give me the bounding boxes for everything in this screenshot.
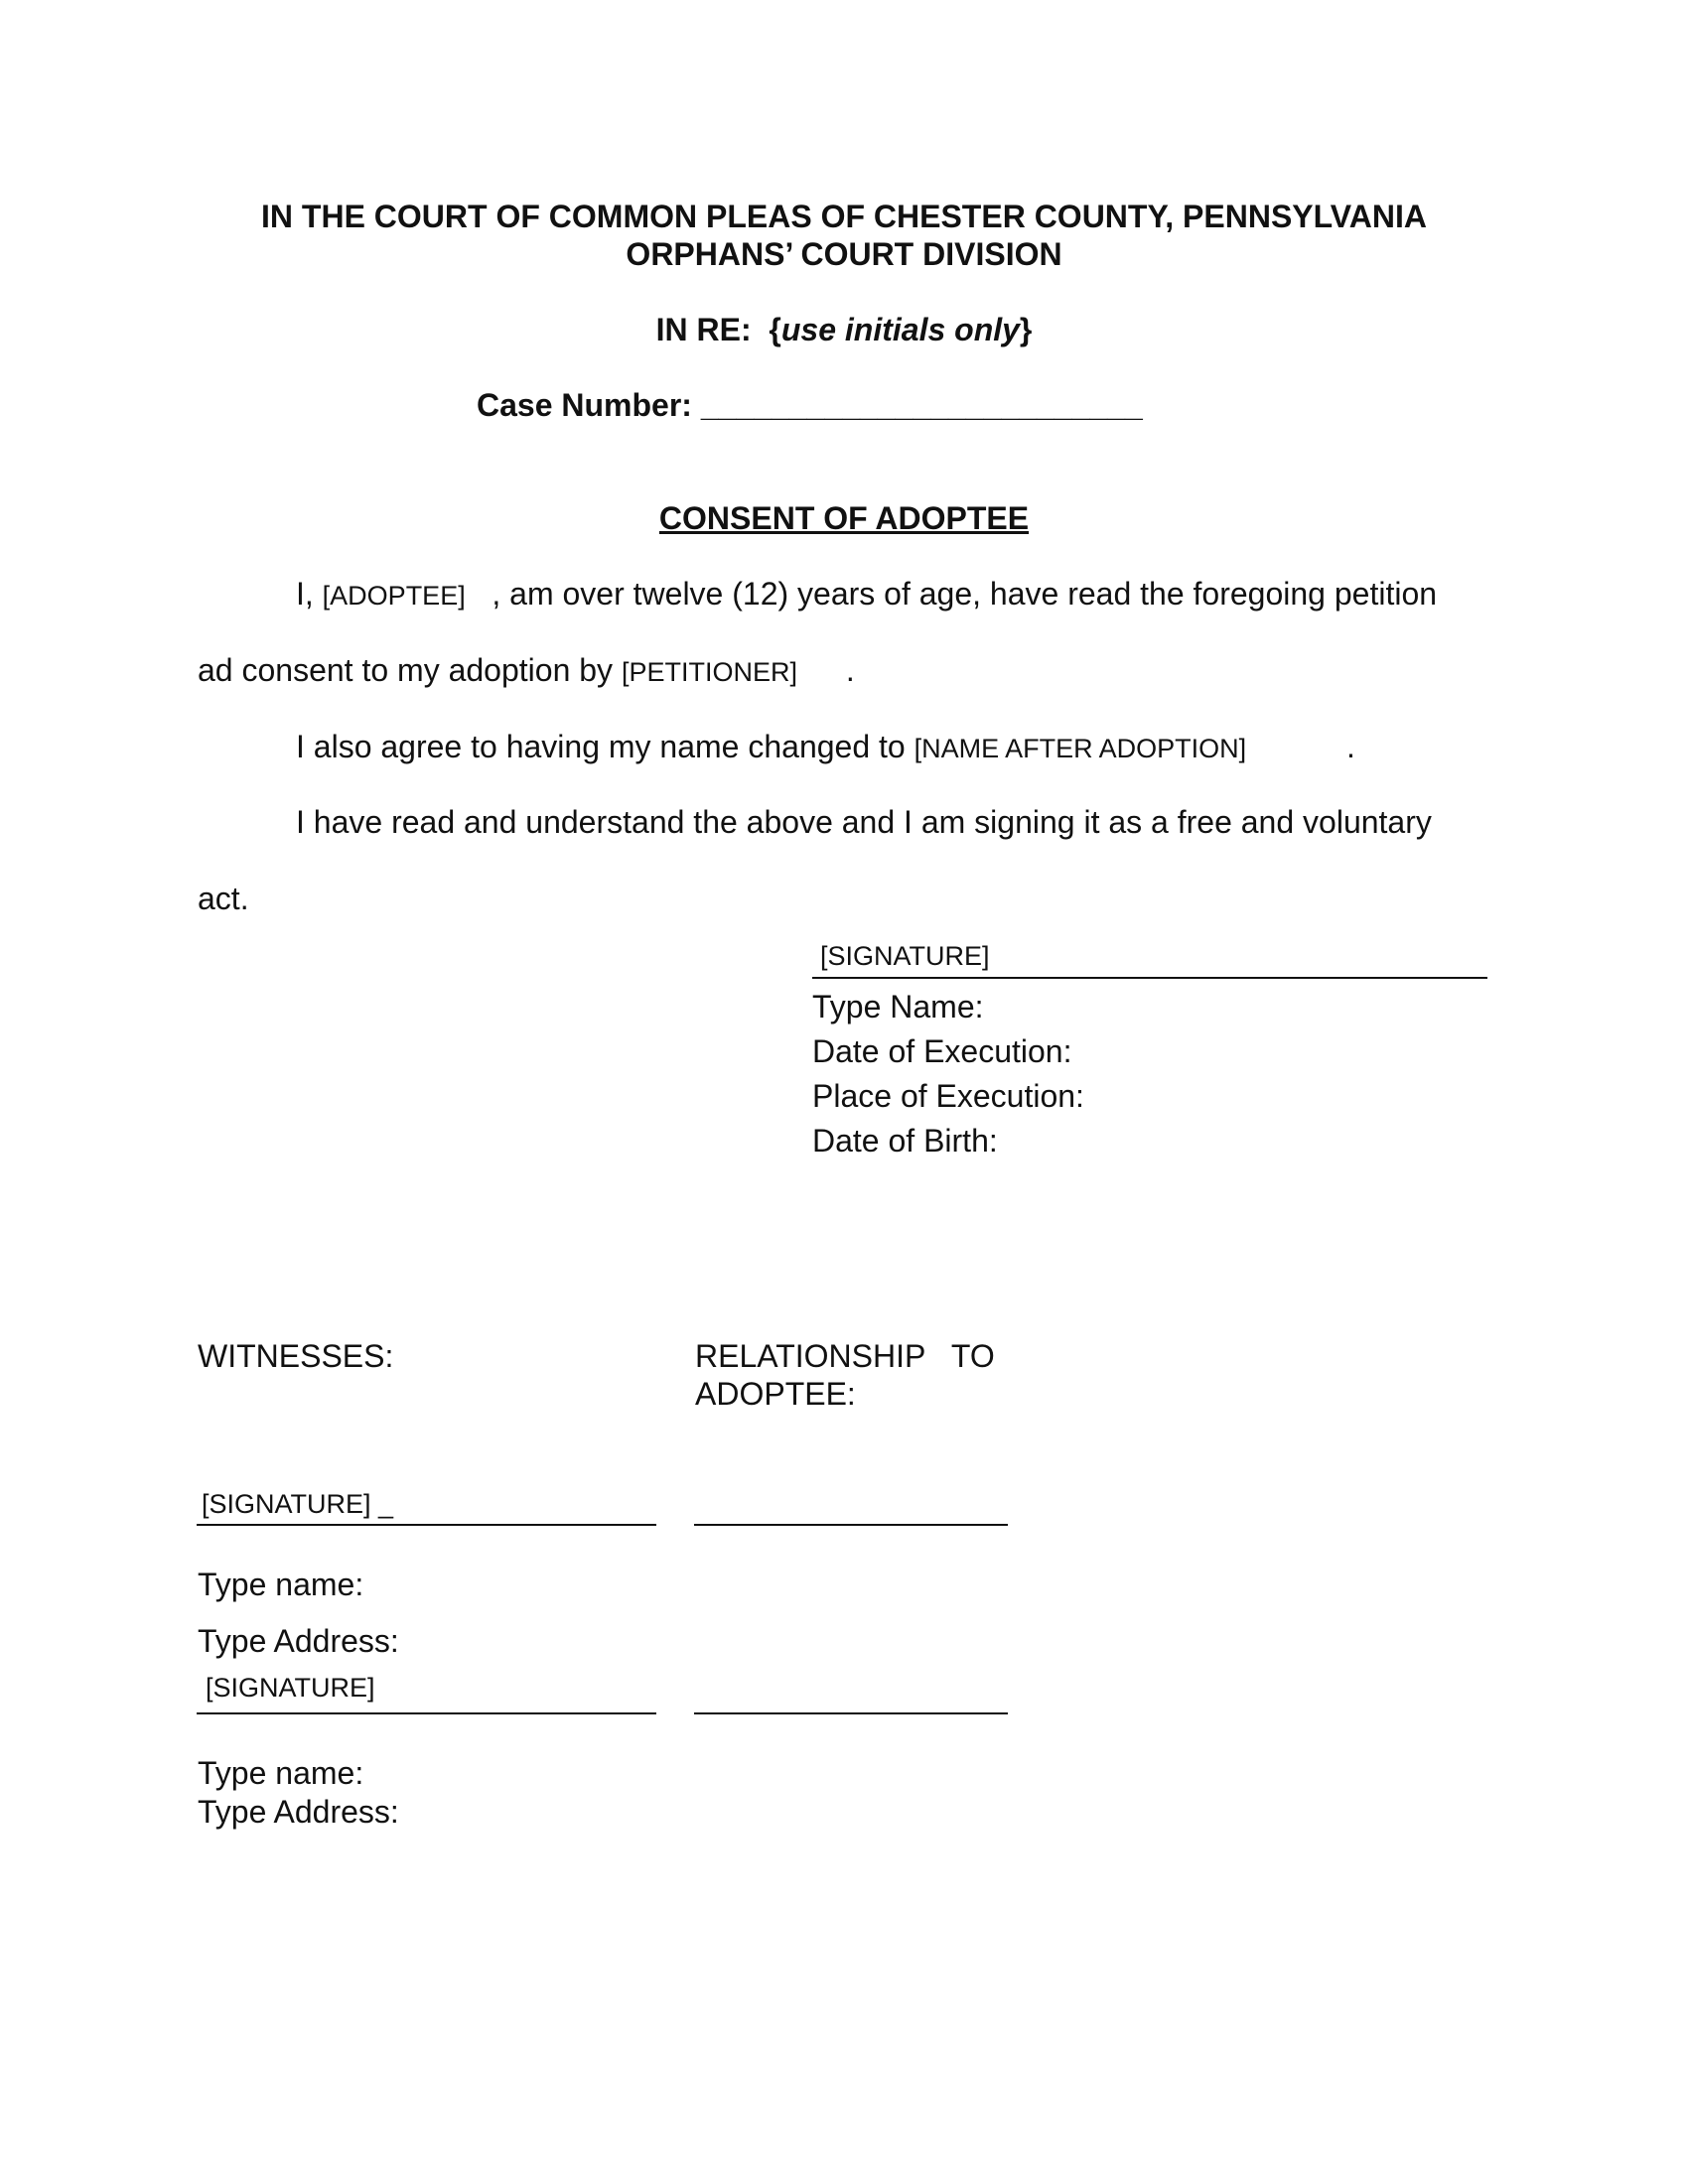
division-heading: ORPHANS’ COURT DIVISION [626,236,1062,272]
witness-1-type-name: Type name: [198,1567,364,1602]
petitioner-field[interactable]: [PETITIONER] [621,657,797,687]
case-number-line [477,387,1143,424]
in-re-label: IN RE: [655,312,752,347]
witnesses-heading: WITNESSES: [198,1338,394,1374]
witness-1-relationship-line[interactable] [694,1524,1008,1526]
p1-prefix: I, [296,576,314,612]
adoptee-signature-field[interactable]: [SIGNATURE] [820,941,990,971]
in-re-brace-open: { [769,312,781,347]
in-re-brace-close: } [1019,312,1033,347]
place-of-execution-label: Place of Execution: [812,1078,1084,1114]
date-of-execution-label: Date of Execution: [812,1033,1072,1069]
case-number-label: Case Number: [477,387,692,423]
p2-suffix: . [845,652,855,688]
relationship-heading-line-2: ADOPTEE: [695,1376,856,1412]
witness-2-signature-line [197,1712,656,1714]
case-number-blank[interactable]: _________________________ [700,387,1143,423]
p1-suffix: , am over twelve (12) years of age, have read the foregoing petition [492,576,1438,612]
name-after-adoption-field[interactable]: [NAME AFTER ADOPTION] [914,734,1247,763]
witness-2-signature-field[interactable]: [SIGNATURE] [206,1673,375,1703]
witness-1-signature-text: [SIGNATURE] [202,1489,371,1519]
in-re-value: use initials only [780,312,1020,347]
paragraph-3-line-2: act. [198,881,249,916]
adoptee-field[interactable]: [ADOPTEE] [322,581,466,611]
paragraph-1-line-1 [296,576,1437,613]
adoptee-signature-line [812,977,1487,979]
court-heading: IN THE COURT OF COMMON PLEAS OF CHESTER COUNTY, PENNSYLVANIA [261,199,1427,234]
witness-2-type-name: Type name: [198,1755,364,1791]
paragraph-2 [296,729,1355,765]
relationship-heading-line-1: RELATIONSHIP TO [695,1338,995,1374]
witness-2-type-address: Type Address: [198,1794,399,1830]
p3-suffix: . [1346,729,1355,764]
paragraph-3-line-1: I have read and understand the above and I am signing it as a free and voluntary [296,804,1432,840]
witness-1-type-address: Type Address: [198,1623,399,1659]
witness-1-signature-trail: _ [378,1489,394,1519]
witness-1-signature-line [197,1524,656,1526]
paragraph-1-line-2 [198,652,855,689]
p3-prefix: I also agree to having my name changed to [296,729,906,764]
type-name-label: Type Name: [812,989,984,1024]
document-title: CONSENT OF ADOPTEE [658,500,1030,536]
witness-2-relationship-line[interactable] [694,1712,1008,1714]
in-re-line [0,312,1688,348]
witness-1-signature-field[interactable] [202,1489,393,1520]
date-of-birth-label: Date of Birth: [812,1123,998,1159]
p2-prefix: ad consent to my adoption by [198,652,614,688]
